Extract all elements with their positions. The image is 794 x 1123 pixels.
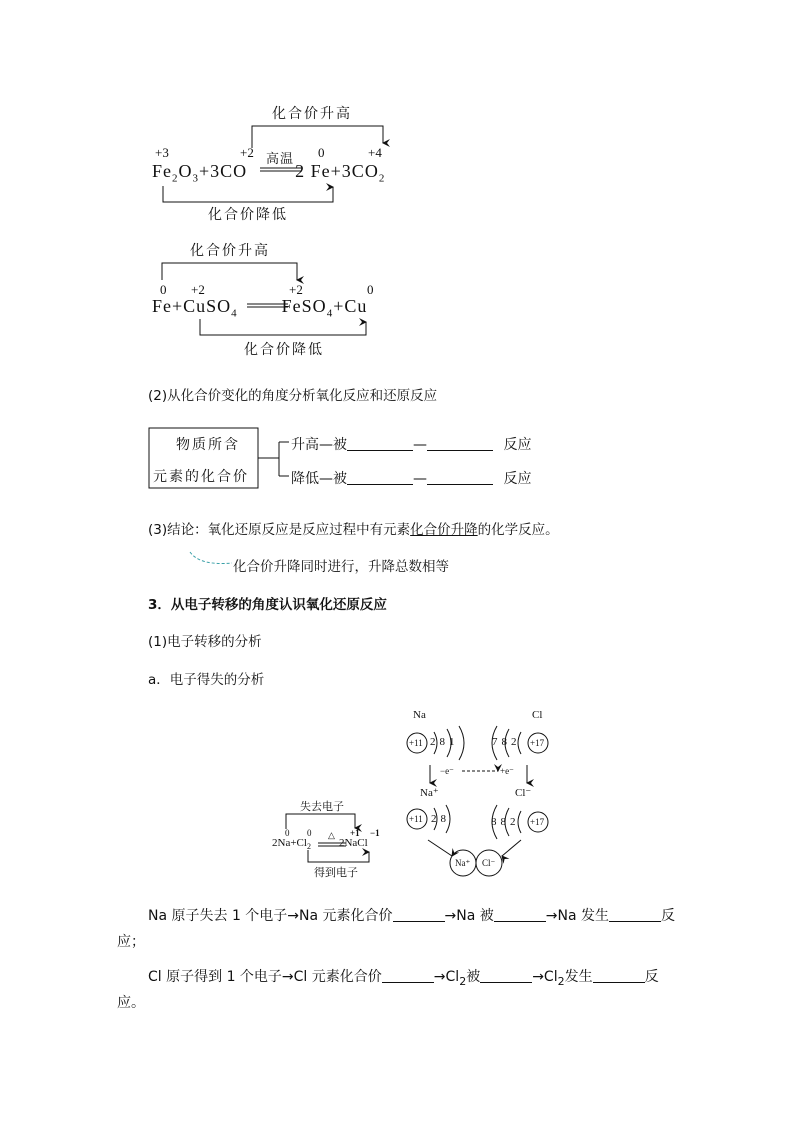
section3-sub-a: a．电子得失的分析	[148, 672, 265, 688]
na-nucleus: +11	[409, 738, 423, 748]
blank-na-reaction[interactable]	[609, 907, 661, 922]
blank-cl-reduced[interactable]	[480, 968, 532, 983]
gained-label: 得到电子	[314, 866, 358, 879]
eq2-equation: Fe+CuSO$_4$ FeSO$_4$+Cu	[152, 296, 368, 320]
eq1-ox-fe: +3	[155, 145, 169, 160]
section2-heading: (2)从化合价变化的角度分析氧化反应和还原反应	[148, 388, 438, 404]
nacl-equation: $2Na+Cl_2$ 2NaCl	[272, 837, 368, 852]
eq2-ox-fe2: +2	[289, 282, 303, 297]
cl-ion-shells: 882	[491, 816, 520, 828]
cl-shells: 782	[492, 736, 521, 748]
blank-reduced[interactable]	[347, 470, 413, 485]
blank-cl-reaction[interactable]	[593, 968, 645, 983]
heat-symbol: △	[328, 830, 335, 840]
cl-nucleus: +17	[530, 738, 545, 748]
box-line2: 元素的化合价	[153, 469, 249, 485]
eq1-fall-bracket	[163, 186, 333, 202]
na-ion-shells: 28	[431, 813, 450, 825]
blank-na-oxidized[interactable]	[494, 907, 546, 922]
pair-cl: Cl⁻	[482, 858, 496, 868]
branch-fall: 降低—被 — 反应	[291, 471, 532, 487]
note-callout	[190, 552, 232, 564]
eq1-equation: $Fe_2O_3+3CO$ 2 $Fe+3CO_2$	[152, 161, 386, 185]
eq1-rise-label: 化合价升高	[272, 106, 352, 122]
lose-electron: −e⁻	[440, 766, 454, 776]
na-shells: 281	[430, 736, 459, 748]
conclusion-text: (3)结论：氧化还原反应是反应过程中有元素化合价升降的化学反应。	[148, 522, 559, 538]
blank-oxidized[interactable]	[347, 436, 413, 451]
eq2-rise-label: 化合价升高	[190, 243, 270, 259]
section3-heading: 3．从电子转移的角度认识氧化还原反应	[148, 597, 387, 613]
cl-ion-nucleus: +17	[530, 817, 545, 827]
na-ion-label: Na⁺	[420, 787, 439, 799]
blank-na-valence[interactable]	[393, 907, 445, 922]
lost-label: 失去电子	[300, 800, 344, 813]
eq1-ox-c2: +4	[368, 145, 382, 160]
blank-oxidation[interactable]	[427, 436, 493, 451]
eq2-ox-fe: 0	[160, 282, 167, 297]
eq2-ox-cu: +2	[191, 282, 205, 297]
ox-cl2: −1	[370, 828, 380, 838]
gain-electron: +e⁻	[500, 766, 514, 776]
cl-statement: Cl 原子得到 1 个电子→Cl 元素化合价 $\to Cl_2$被 $\to Cl_2$发生 反	[148, 969, 659, 988]
ox-na2: +1	[350, 828, 360, 838]
na-statement: Na 原子失去 1 个电子→Na 元素化合价 →Na 被 →Na 发生 反	[148, 908, 676, 924]
eq1-fall-label: 化合价降低	[208, 207, 288, 223]
cl-ion-label: Cl⁻	[515, 787, 532, 799]
eq2-fall-label: 化合价降低	[244, 342, 324, 358]
eq2-fall-bracket	[200, 319, 366, 335]
eq2-ox-cu2: 0	[367, 282, 374, 297]
cl-statement-end: 应。	[117, 995, 145, 1011]
na-label: Na	[413, 709, 426, 721]
box-line1: 物质所含	[176, 437, 240, 453]
cl-label: Cl	[532, 709, 543, 721]
conclusion-note: 化合价升降同时进行，升降总数相等	[233, 559, 449, 575]
na-ion-nucleus: +11	[409, 814, 423, 824]
pair-na: Na⁺	[455, 858, 471, 868]
ox-cl: 0	[307, 828, 312, 838]
eq2-rise-bracket	[162, 263, 297, 280]
section3-sub1: (1)电子转移的分析	[148, 634, 262, 650]
eq1-ox-c: +2	[240, 145, 254, 160]
ox-na: 0	[285, 828, 290, 838]
na-statement-end: 应；	[117, 934, 145, 950]
eq1-condition: 高温	[266, 152, 295, 167]
blank-reduction[interactable]	[427, 470, 493, 485]
branch-rise: 升高—被 — 反应	[291, 437, 532, 453]
eq1-ox-fe2: 0	[318, 145, 325, 160]
blank-cl-valence[interactable]	[382, 968, 434, 983]
